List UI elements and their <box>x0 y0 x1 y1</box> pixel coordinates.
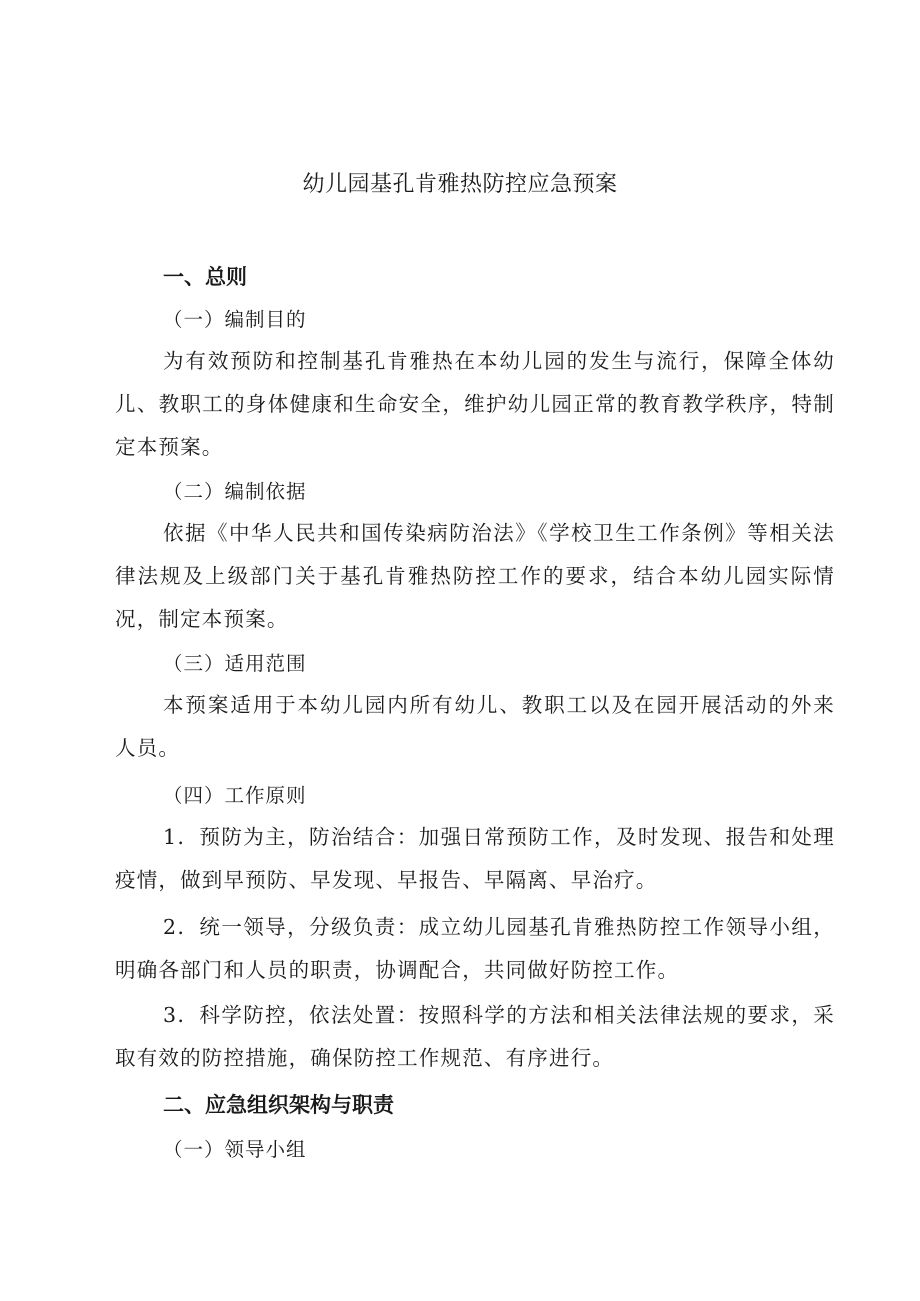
subheading-purpose: （一）编制目的 <box>163 308 307 331</box>
subheading-basis: （二）编制依据 <box>163 480 307 503</box>
section-heading-organization: 二、应急组织架构与职责 <box>163 1093 394 1117</box>
paragraph-purpose: 为有效预防和控制基孔肯雅热在本幼儿园的发生与流行，保障全体幼儿、教职工的身体健康和生命安全，维护幼儿园正常的教育教学秩序，特制定本预案。 <box>115 349 835 459</box>
paragraph-basis: 依据《中华人民共和国传染病防治法》《学校卫生工作条例》等相关法律法规及上级部门关于基孔肯雅热防控工作的要求，结合本幼儿园实际情况，制定本预案。 <box>115 521 835 631</box>
paragraph-scope: 本预案适用于本幼儿园内所有幼儿、教职工以及在园开展活动的外来人员。 <box>115 693 835 760</box>
section-heading-general: 一、总则 <box>163 265 247 289</box>
subheading-principles: （四）工作原则 <box>163 784 307 807</box>
document-title: 幼儿园基孔肯雅热防控应急预案 <box>302 172 618 197</box>
paragraph-principle-1: 1．预防为主，防治结合：加强日常预防工作，及时发现、报告和处理疫情，做到早预防、早发现、早报告、早隔离、早治疗。 <box>115 825 835 892</box>
paragraph-principle-3: 3．科学防控，依法处置：按照科学的方法和相关法律法规的要求，采取有效的防控措施，确保防控工作规范、有序进行。 <box>115 1003 835 1070</box>
subheading-leadership-group: （一）领导小组 <box>163 1138 307 1161</box>
subheading-scope: （三）适用范围 <box>163 652 307 675</box>
paragraph-principle-2: 2．统一领导，分级负责：成立幼儿园基孔肯雅热防控工作领导小组，明确各部门和人员的职责，协调配合，共同做好防控工作。 <box>115 915 835 982</box>
